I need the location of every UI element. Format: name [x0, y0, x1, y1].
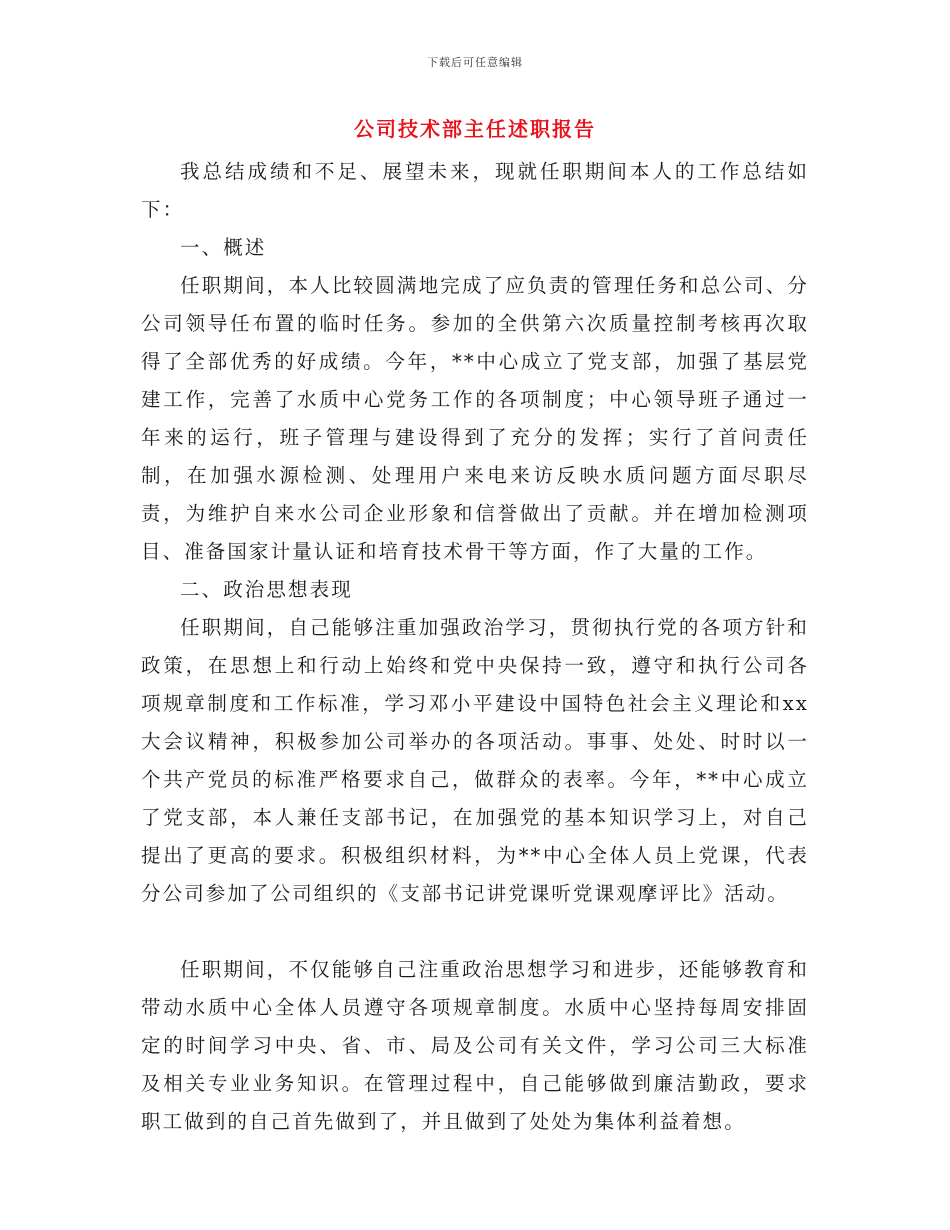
section-2-heading: 二、政治思想表现 — [180, 578, 353, 601]
document-title: 公司技术部主任述职报告 — [354, 117, 596, 141]
section-2-paragraph-2: 任职期间，不仅能够自己注重政治思想学习和进步，还能够教育和带动水质中心全体人员遵守各项规章制度。水质中心坚持每周安排固定的时间学习中央、省、市、局及公司有关文件，学习公司三大标准及相关专业业务知识。在管理过程中，自己能够做到廉洁勤政，要求职工做到的自己首先做到了，并且做到了处处为集体利益着想。 — [141, 958, 809, 1133]
document-body — [141, 153, 809, 1141]
intro-paragraph: 我总结成绩和不足、展望未来，现就任职期间本人的工作总结如下： — [141, 160, 809, 221]
paragraph-spacer — [141, 913, 809, 951]
header-note: 下载后可任意编辑 — [427, 56, 523, 69]
section-2-paragraph-1: 任职期间，自己能够注重加强政治学习，贯彻执行党的各项方针和政策，在思想上和行动上始终和党中央保持一致，遵守和执行公司各项规章制度和工作标准，学习邓小平建设中国特色社会主义理论和xx大会议精神，积极参加公司举办的各项活动。事事、处处、时时以一个共产党员的标准严格要求自己，做群众的表率。今年，**中心成立了党支部，本人兼任支部书记，在加强党的基本知识学习上，对自己提出了更高的要求。积极组织材料，为**中心全体人员上党课，代表分公司参加了公司组织的《支部书记讲党课听党课观摩评比》活动。 — [141, 616, 809, 905]
section-1-heading: 一、概述 — [180, 236, 267, 259]
section-1-paragraph: 任职期间，本人比较圆满地完成了应负责的管理任务和总公司、分公司领导任布置的临时任务。参加的全供第六次质量控制考核再次取得了全部优秀的好成绩。今年，**中心成立了党支部，加强了基层党建工作，完善了水质中心党务工作的各项制度；中心领导班子通过一年来的运行，班子管理与建设得到了充分的发挥；实行了首问责任制，在加强水源检测、处理用户来电来访反映水质问题方面尽职尽责，为维护自来水公司企业形象和信誉做出了贡献。并在增加检测项目、准备国家计量认证和培育技术骨干等方面，作了大量的工作。 — [141, 274, 809, 563]
